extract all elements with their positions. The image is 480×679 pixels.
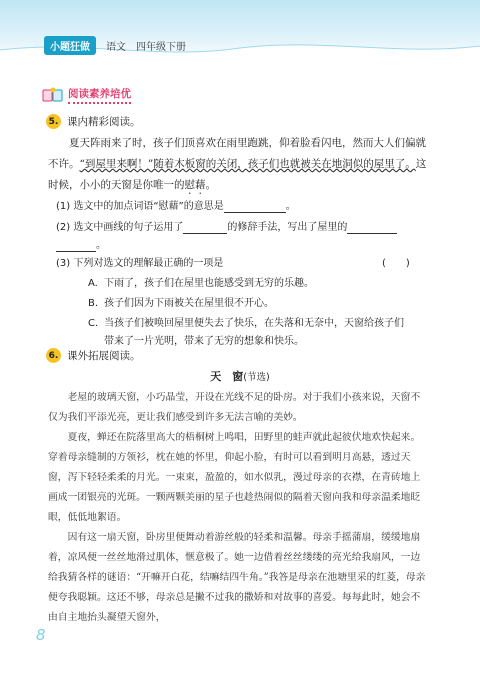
- option-c: [88, 314, 404, 329]
- article-paragraph-2: 夏夜，蝉还在院落里高大的梧桐树上鸣唱，田野里的蛙声就此起彼伏地欢快起来。穿着母亲缝制的方领衫，枕在她的怀里，仰起小脸，有时可以看到明月高悬，透过天窗，泻下轻轻柔柔的月光。一束束，盈盈的，如水似乳，漫过母亲的衣襟，在青砖地上画成一团银亮的光斑。一颗两颗美丽的星子也趁热闹似的隔着天窗向我和母亲温柔地眨眼，低低地絮语。: [48, 432, 421, 523]
- option-b-text: 孩子们因为下雨被关在屋里很不开心。: [104, 298, 274, 309]
- question-5-header: [46, 114, 141, 129]
- option-c-label: C.: [88, 318, 99, 329]
- answer-blank[interactable]: [224, 201, 286, 213]
- brand-label: 小题狂做: [44, 36, 96, 55]
- article-title-sub: (节选): [243, 372, 270, 383]
- sub2-text-a: (2) 选文中画线的句子运用了: [56, 222, 184, 233]
- answer-blank[interactable]: [183, 222, 227, 234]
- page-number: 8: [36, 626, 46, 644]
- grade-label: 四年级下册: [136, 42, 186, 53]
- passage-part2: 这时候，小小的天窗是你唯一的: [48, 158, 427, 191]
- book-icon: [42, 87, 64, 103]
- option-b: [88, 294, 274, 309]
- sub1-text: (1) 选文中的加点词语“慰藉”的意思是: [56, 201, 224, 212]
- question-number-badge: 6.: [46, 348, 61, 363]
- book-header: [44, 36, 186, 55]
- question-number-badge: 5.: [46, 114, 61, 129]
- sub2-text-b: 的修辞手法，写出了屋里的: [227, 222, 348, 233]
- passage-part1: 夏天阵雨来了时，孩子们顶喜欢在雨里跑跳，仰着脸看闪电，然而大人们偏就不许。: [48, 137, 426, 170]
- question-instruction: 课内精彩阅读。: [67, 116, 141, 128]
- option-a-label: A.: [88, 278, 98, 289]
- article-title: [0, 368, 480, 384]
- question-6-header: [46, 348, 141, 363]
- sub-question-2-cont: [56, 236, 106, 252]
- option-c-text: 当孩子们被唤回屋里便失去了快乐，在失落和无奈中，天窗给孩子们: [104, 318, 404, 329]
- answer-blank[interactable]: [347, 222, 397, 234]
- article-paragraph-3: 因有这一扇天窗，卧房里便舞动着游丝般的轻柔和温馨。母亲手摇蒲扇，缓缓地扇着，凉风便一丝丝地滑过肌体，惬意极了。她一边借着丝丝缕缕的亮光给我扇风，一边给我猜各样的谜语：“开嘛开白花，结嘛结四牛角。”我答是母亲在池塘里采的红菱，母亲便夸我聪颖。这还不够，母亲总是撇不过我的撒娇和对故事的喜爱。每每此时，她会不由自主地抬头凝望天窗外，: [48, 532, 426, 623]
- option-a-text: 下雨了，孩子们在屋里也能感受到无穷的乐趣。: [104, 278, 314, 289]
- answer-blank[interactable]: [56, 240, 96, 252]
- option-c-continued: 带来了一片光明，带来了无穷的想象和快乐。: [104, 336, 304, 347]
- section-title: 阅读素养培优: [68, 86, 131, 104]
- sub2-end: 。: [96, 240, 106, 251]
- passage-end: 。: [205, 179, 216, 191]
- passage-dotted-word: 慰藉: [184, 179, 206, 191]
- question-instruction: 课外拓展阅读。: [67, 350, 141, 362]
- sub-question-2: [56, 218, 397, 234]
- article-title-text: 天 窗: [210, 370, 244, 383]
- article-paragraph-1: 老屋的玻璃天窗，小巧晶莹，开设在光线不足的卧房。对于我们小孩来说，天窗不仅为我们平添光亮，更让我们感受到许多无法言喻的美妙。: [48, 392, 421, 423]
- option-b-label: B.: [88, 298, 99, 309]
- passage-wavy-underline: “到屋里来啊！”随着木板窗的关闭，孩子们也就被关在地洞似的屋里了。: [79, 158, 416, 170]
- sub1-end: 。: [285, 201, 296, 212]
- answer-paren[interactable]: ( ): [382, 258, 410, 269]
- subject-label: 语文: [106, 42, 126, 53]
- sub-question-3: (3) 下列对选文的理解最正确的一项是: [56, 258, 224, 269]
- option-a: [88, 274, 314, 289]
- sub-question-1: [56, 197, 296, 213]
- section-banner: [42, 86, 131, 104]
- passage-q5: [48, 133, 428, 197]
